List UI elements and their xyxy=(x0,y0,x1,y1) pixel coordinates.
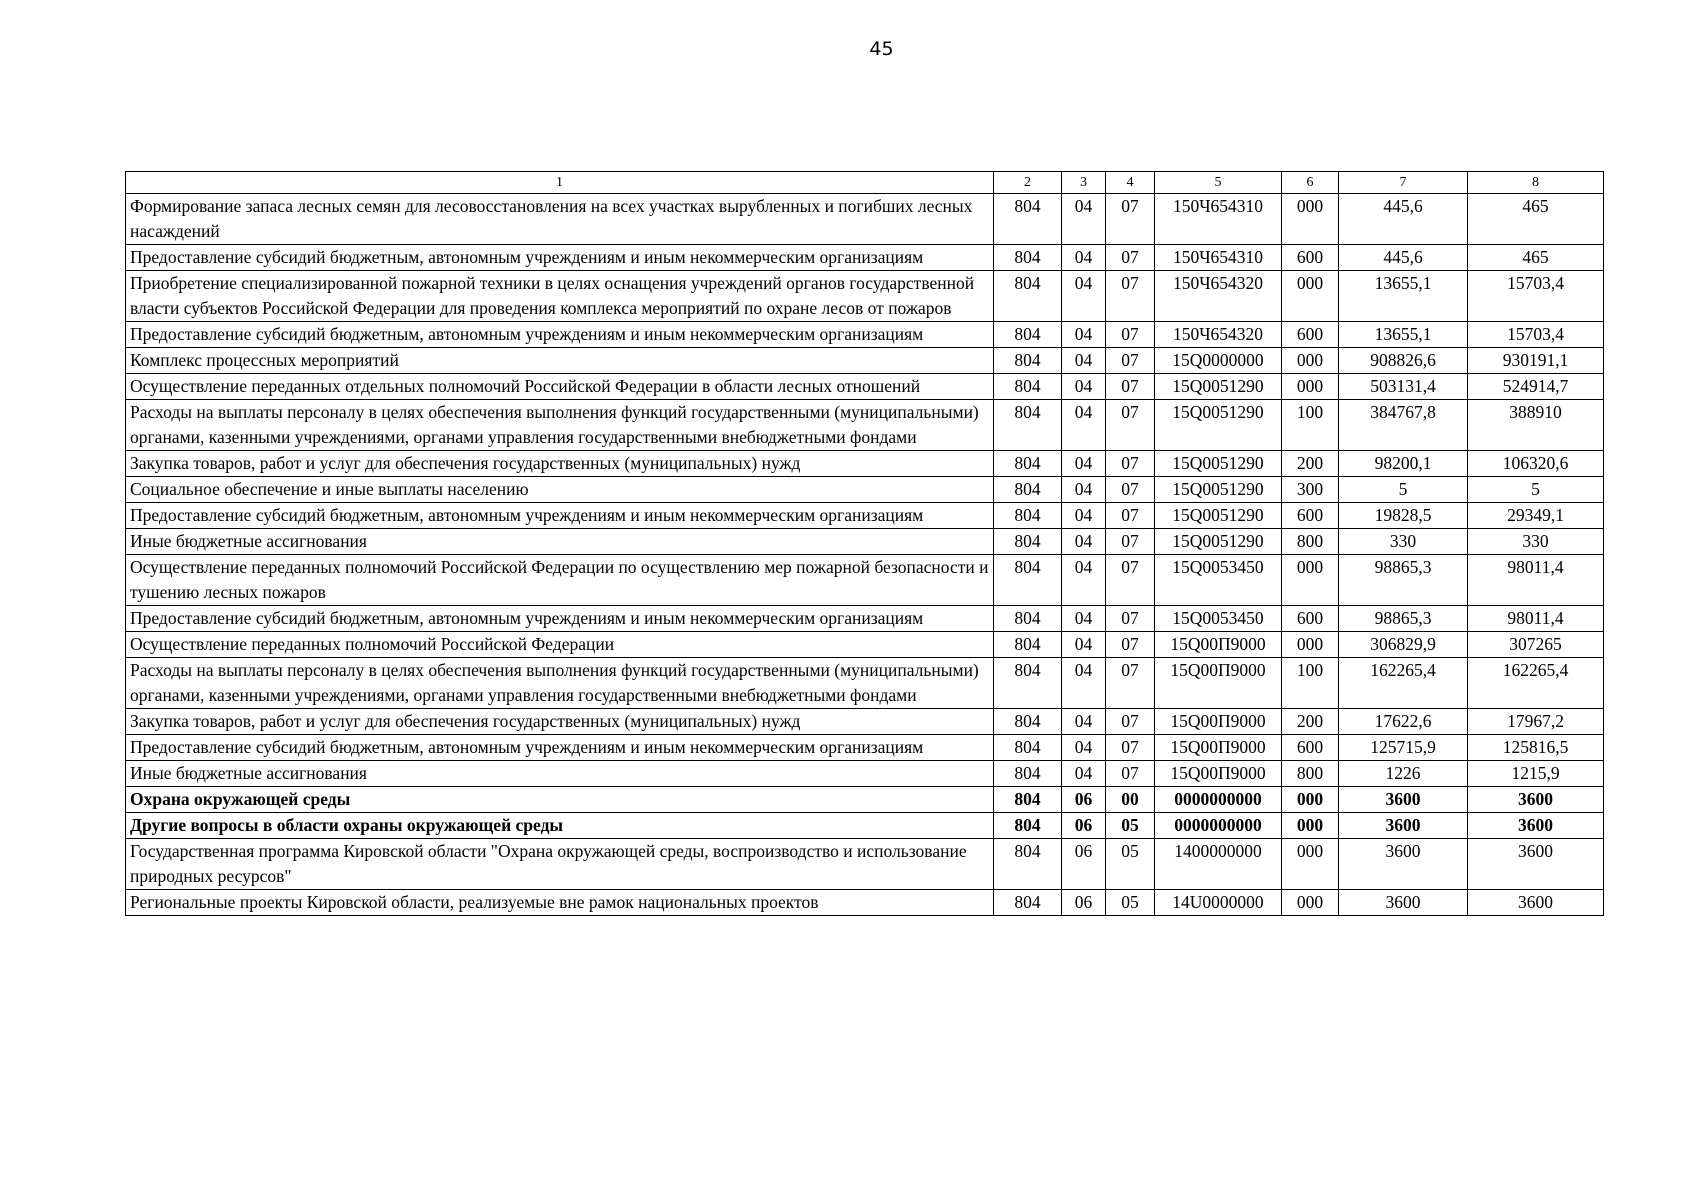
amount-year2-cell: 5 xyxy=(1468,477,1604,503)
expense-type-cell: 000 xyxy=(1282,890,1339,916)
target-item-cell: 15Q00П9000 xyxy=(1155,735,1282,761)
expense-type-cell: 000 xyxy=(1282,271,1339,322)
expense-type-cell: 000 xyxy=(1282,348,1339,374)
table-row xyxy=(126,787,1604,813)
table-row xyxy=(126,271,1604,322)
admin-code-cell: 804 xyxy=(994,400,1062,451)
name-cell: Предоставление субсидий бюджетным, автономным учреждениям и иным некоммерческим организациям xyxy=(126,735,994,761)
subsection-cell: 07 xyxy=(1106,529,1155,555)
table-row xyxy=(126,632,1604,658)
admin-code-cell: 804 xyxy=(994,194,1062,245)
header-cell: 4 xyxy=(1106,172,1155,194)
table-row xyxy=(126,839,1604,890)
admin-code-cell: 804 xyxy=(994,709,1062,735)
subsection-cell: 07 xyxy=(1106,322,1155,348)
subsection-cell: 07 xyxy=(1106,348,1155,374)
admin-code-cell: 804 xyxy=(994,477,1062,503)
target-item-cell: 15Q00П9000 xyxy=(1155,709,1282,735)
table-row xyxy=(126,194,1604,245)
section-cell: 04 xyxy=(1062,761,1106,787)
name-cell: Формирование запаса лесных семян для лесовосстановления на всех участках вырубленных и погибших лесных насаждений xyxy=(126,194,994,245)
section-cell: 04 xyxy=(1062,194,1106,245)
table-row xyxy=(126,658,1604,709)
subsection-cell: 07 xyxy=(1106,477,1155,503)
amount-year1-cell: 384767,8 xyxy=(1339,400,1468,451)
amount-year2-cell: 17967,2 xyxy=(1468,709,1604,735)
section-cell: 04 xyxy=(1062,555,1106,606)
amount-year2-cell: 330 xyxy=(1468,529,1604,555)
section-cell: 06 xyxy=(1062,813,1106,839)
target-item-cell: 15Q0051290 xyxy=(1155,503,1282,529)
subsection-cell: 07 xyxy=(1106,658,1155,709)
amount-year2-cell: 106320,6 xyxy=(1468,451,1604,477)
amount-year2-cell: 15703,4 xyxy=(1468,271,1604,322)
target-item-cell: 15Q00П9000 xyxy=(1155,761,1282,787)
admin-code-cell: 804 xyxy=(994,890,1062,916)
name-cell: Закупка товаров, работ и услуг для обеспечения государственных (муниципальных) нужд xyxy=(126,709,994,735)
amount-year2-cell: 3600 xyxy=(1468,890,1604,916)
amount-year2-cell: 29349,1 xyxy=(1468,503,1604,529)
section-cell: 04 xyxy=(1062,322,1106,348)
subsection-cell: 07 xyxy=(1106,194,1155,245)
subsection-cell: 07 xyxy=(1106,709,1155,735)
admin-code-cell: 804 xyxy=(994,348,1062,374)
subsection-cell: 07 xyxy=(1106,555,1155,606)
expense-type-cell: 000 xyxy=(1282,555,1339,606)
subsection-cell: 05 xyxy=(1106,813,1155,839)
target-item-cell: 15Q0051290 xyxy=(1155,374,1282,400)
name-cell: Расходы на выплаты персоналу в целях обеспечения выполнения функций государственными (муниципальными) органами, казенными учреждениями, органами управления государственными внебюджетными фондами xyxy=(126,658,994,709)
amount-year2-cell: 98011,4 xyxy=(1468,606,1604,632)
header-cell: 1 xyxy=(126,172,994,194)
expense-type-cell: 100 xyxy=(1282,658,1339,709)
section-cell: 06 xyxy=(1062,787,1106,813)
amount-year1-cell: 162265,4 xyxy=(1339,658,1468,709)
target-item-cell: 15Q0051290 xyxy=(1155,451,1282,477)
section-cell: 04 xyxy=(1062,658,1106,709)
table-row xyxy=(126,322,1604,348)
expense-type-cell: 100 xyxy=(1282,400,1339,451)
expense-type-cell: 600 xyxy=(1282,245,1339,271)
table-row xyxy=(126,606,1604,632)
admin-code-cell: 804 xyxy=(994,374,1062,400)
section-cell: 04 xyxy=(1062,348,1106,374)
target-item-cell: 0000000000 xyxy=(1155,787,1282,813)
section-cell: 04 xyxy=(1062,709,1106,735)
target-item-cell: 150Ч654310 xyxy=(1155,194,1282,245)
table-row xyxy=(126,477,1604,503)
name-cell: Приобретение специализированной пожарной техники в целях оснащения учреждений органов государственной власти субъектов Российской Федерации для проведения комплекса мероприятий по охране лесов от пожаров xyxy=(126,271,994,322)
amount-year1-cell: 5 xyxy=(1339,477,1468,503)
amount-year1-cell: 908826,6 xyxy=(1339,348,1468,374)
subsection-cell: 07 xyxy=(1106,374,1155,400)
admin-code-cell: 804 xyxy=(994,271,1062,322)
subsection-cell: 07 xyxy=(1106,245,1155,271)
subsection-cell: 07 xyxy=(1106,503,1155,529)
target-item-cell: 15Q0051290 xyxy=(1155,400,1282,451)
expense-type-cell: 200 xyxy=(1282,451,1339,477)
header-cell: 6 xyxy=(1282,172,1339,194)
expense-type-cell: 000 xyxy=(1282,374,1339,400)
expense-type-cell: 600 xyxy=(1282,606,1339,632)
table-row xyxy=(126,529,1604,555)
expense-type-cell: 200 xyxy=(1282,709,1339,735)
amount-year1-cell: 503131,4 xyxy=(1339,374,1468,400)
expense-type-cell: 000 xyxy=(1282,839,1339,890)
expense-type-cell: 800 xyxy=(1282,761,1339,787)
table-row xyxy=(126,555,1604,606)
name-cell: Иные бюджетные ассигнования xyxy=(126,529,994,555)
amount-year2-cell: 524914,7 xyxy=(1468,374,1604,400)
amount-year2-cell: 3600 xyxy=(1468,839,1604,890)
name-cell: Предоставление субсидий бюджетным, автономным учреждениям и иным некоммерческим организациям xyxy=(126,503,994,529)
section-cell: 04 xyxy=(1062,451,1106,477)
section-cell: 04 xyxy=(1062,374,1106,400)
name-cell: Социальное обеспечение и иные выплаты населению xyxy=(126,477,994,503)
subsection-cell: 07 xyxy=(1106,735,1155,761)
admin-code-cell: 804 xyxy=(994,529,1062,555)
amount-year2-cell: 388910 xyxy=(1468,400,1604,451)
section-cell: 04 xyxy=(1062,271,1106,322)
amount-year1-cell: 19828,5 xyxy=(1339,503,1468,529)
amount-year2-cell: 1215,9 xyxy=(1468,761,1604,787)
target-item-cell: 15Q0053450 xyxy=(1155,555,1282,606)
amount-year1-cell: 98865,3 xyxy=(1339,555,1468,606)
name-cell: Предоставление субсидий бюджетным, автономным учреждениям и иным некоммерческим организациям xyxy=(126,606,994,632)
subsection-cell: 05 xyxy=(1106,890,1155,916)
amount-year1-cell: 13655,1 xyxy=(1339,322,1468,348)
name-cell: Комплекс процессных мероприятий xyxy=(126,348,994,374)
name-cell: Закупка товаров, работ и услуг для обеспечения государственных (муниципальных) нужд xyxy=(126,451,994,477)
target-item-cell: 15Q0051290 xyxy=(1155,529,1282,555)
target-item-cell: 150Ч654320 xyxy=(1155,271,1282,322)
target-item-cell: 1400000000 xyxy=(1155,839,1282,890)
subsection-cell: 07 xyxy=(1106,451,1155,477)
name-cell: Предоставление субсидий бюджетным, автономным учреждениям и иным некоммерческим организациям xyxy=(126,245,994,271)
table-row xyxy=(126,890,1604,916)
section-cell: 04 xyxy=(1062,400,1106,451)
amount-year1-cell: 3600 xyxy=(1339,813,1468,839)
section-cell: 06 xyxy=(1062,890,1106,916)
section-cell: 06 xyxy=(1062,839,1106,890)
section-cell: 04 xyxy=(1062,477,1106,503)
expense-type-cell: 000 xyxy=(1282,194,1339,245)
table-row xyxy=(126,245,1604,271)
amount-year1-cell: 1226 xyxy=(1339,761,1468,787)
target-item-cell: 15Q0000000 xyxy=(1155,348,1282,374)
header-cell: 2 xyxy=(994,172,1062,194)
amount-year1-cell: 445,6 xyxy=(1339,245,1468,271)
target-item-cell: 15Q0053450 xyxy=(1155,606,1282,632)
target-item-cell: 15Q00П9000 xyxy=(1155,632,1282,658)
table-row xyxy=(126,374,1604,400)
expense-type-cell: 600 xyxy=(1282,503,1339,529)
header-cell: 7 xyxy=(1339,172,1468,194)
target-item-cell: 0000000000 xyxy=(1155,813,1282,839)
amount-year2-cell: 125816,5 xyxy=(1468,735,1604,761)
amount-year2-cell: 3600 xyxy=(1468,813,1604,839)
table-row xyxy=(126,451,1604,477)
section-cell: 04 xyxy=(1062,632,1106,658)
subsection-cell: 07 xyxy=(1106,761,1155,787)
target-item-cell: 150Ч654320 xyxy=(1155,322,1282,348)
admin-code-cell: 804 xyxy=(994,813,1062,839)
subsection-cell: 00 xyxy=(1106,787,1155,813)
amount-year1-cell: 306829,9 xyxy=(1339,632,1468,658)
target-item-cell: 150Ч654310 xyxy=(1155,245,1282,271)
expense-type-cell: 000 xyxy=(1282,632,1339,658)
page-number: 45 xyxy=(869,38,894,60)
budget-table xyxy=(125,171,1604,916)
table-body xyxy=(126,172,1604,916)
section-cell: 04 xyxy=(1062,606,1106,632)
name-cell: Осуществление переданных полномочий Российской Федерации по осуществлению мер пожарной безопасности и тушению лесных пожаров xyxy=(126,555,994,606)
amount-year1-cell: 3600 xyxy=(1339,890,1468,916)
name-cell: Охрана окружающей среды xyxy=(126,787,994,813)
expense-type-cell: 000 xyxy=(1282,787,1339,813)
amount-year2-cell: 98011,4 xyxy=(1468,555,1604,606)
table-row xyxy=(126,761,1604,787)
table-row xyxy=(126,813,1604,839)
name-cell: Предоставление субсидий бюджетным, автономным учреждениям и иным некоммерческим организациям xyxy=(126,322,994,348)
admin-code-cell: 804 xyxy=(994,761,1062,787)
table-row xyxy=(126,348,1604,374)
admin-code-cell: 804 xyxy=(994,658,1062,709)
header-cell: 5 xyxy=(1155,172,1282,194)
amount-year2-cell: 465 xyxy=(1468,245,1604,271)
table-row xyxy=(126,735,1604,761)
expense-type-cell: 600 xyxy=(1282,322,1339,348)
header-cell: 3 xyxy=(1062,172,1106,194)
admin-code-cell: 804 xyxy=(994,555,1062,606)
admin-code-cell: 804 xyxy=(994,787,1062,813)
expense-type-cell: 800 xyxy=(1282,529,1339,555)
admin-code-cell: 804 xyxy=(994,503,1062,529)
subsection-cell: 05 xyxy=(1106,839,1155,890)
name-cell: Иные бюджетные ассигнования xyxy=(126,761,994,787)
admin-code-cell: 804 xyxy=(994,245,1062,271)
subsection-cell: 07 xyxy=(1106,271,1155,322)
amount-year2-cell: 930191,1 xyxy=(1468,348,1604,374)
amount-year2-cell: 465 xyxy=(1468,194,1604,245)
admin-code-cell: 804 xyxy=(994,839,1062,890)
admin-code-cell: 804 xyxy=(994,606,1062,632)
expense-type-cell: 000 xyxy=(1282,813,1339,839)
subsection-cell: 07 xyxy=(1106,632,1155,658)
amount-year2-cell: 307265 xyxy=(1468,632,1604,658)
amount-year2-cell: 3600 xyxy=(1468,787,1604,813)
subsection-cell: 07 xyxy=(1106,400,1155,451)
table-row xyxy=(126,709,1604,735)
expense-type-cell: 300 xyxy=(1282,477,1339,503)
name-cell: Осуществление переданных отдельных полномочий Российской Федерации в области лесных отношений xyxy=(126,374,994,400)
name-cell: Расходы на выплаты персоналу в целях обеспечения выполнения функций государственными (муниципальными) органами, казенными учреждениями, органами управления государственными внебюджетными фондами xyxy=(126,400,994,451)
admin-code-cell: 804 xyxy=(994,451,1062,477)
name-cell: Другие вопросы в области охраны окружающей среды xyxy=(126,813,994,839)
section-cell: 04 xyxy=(1062,735,1106,761)
amount-year1-cell: 3600 xyxy=(1339,839,1468,890)
table-row xyxy=(126,503,1604,529)
expense-type-cell: 600 xyxy=(1282,735,1339,761)
amount-year1-cell: 445,6 xyxy=(1339,194,1468,245)
amount-year1-cell: 13655,1 xyxy=(1339,271,1468,322)
name-cell: Осуществление переданных полномочий Российской Федерации xyxy=(126,632,994,658)
header-cell: 8 xyxy=(1468,172,1604,194)
admin-code-cell: 804 xyxy=(994,735,1062,761)
name-cell: Региональные проекты Кировской области, реализуемые вне рамок национальных проектов xyxy=(126,890,994,916)
admin-code-cell: 804 xyxy=(994,632,1062,658)
section-cell: 04 xyxy=(1062,529,1106,555)
amount-year1-cell: 3600 xyxy=(1339,787,1468,813)
amount-year1-cell: 17622,6 xyxy=(1339,709,1468,735)
section-cell: 04 xyxy=(1062,245,1106,271)
target-item-cell: 14U0000000 xyxy=(1155,890,1282,916)
amount-year2-cell: 162265,4 xyxy=(1468,658,1604,709)
target-item-cell: 15Q0051290 xyxy=(1155,477,1282,503)
amount-year1-cell: 125715,9 xyxy=(1339,735,1468,761)
section-cell: 04 xyxy=(1062,503,1106,529)
amount-year1-cell: 330 xyxy=(1339,529,1468,555)
header-row xyxy=(126,172,1604,194)
name-cell: Государственная программа Кировской области "Охрана окружающей среды, воспроизводство и использование природных ресурсов" xyxy=(126,839,994,890)
amount-year1-cell: 98865,3 xyxy=(1339,606,1468,632)
admin-code-cell: 804 xyxy=(994,322,1062,348)
amount-year1-cell: 98200,1 xyxy=(1339,451,1468,477)
table-row xyxy=(126,400,1604,451)
subsection-cell: 07 xyxy=(1106,606,1155,632)
amount-year2-cell: 15703,4 xyxy=(1468,322,1604,348)
target-item-cell: 15Q00П9000 xyxy=(1155,658,1282,709)
